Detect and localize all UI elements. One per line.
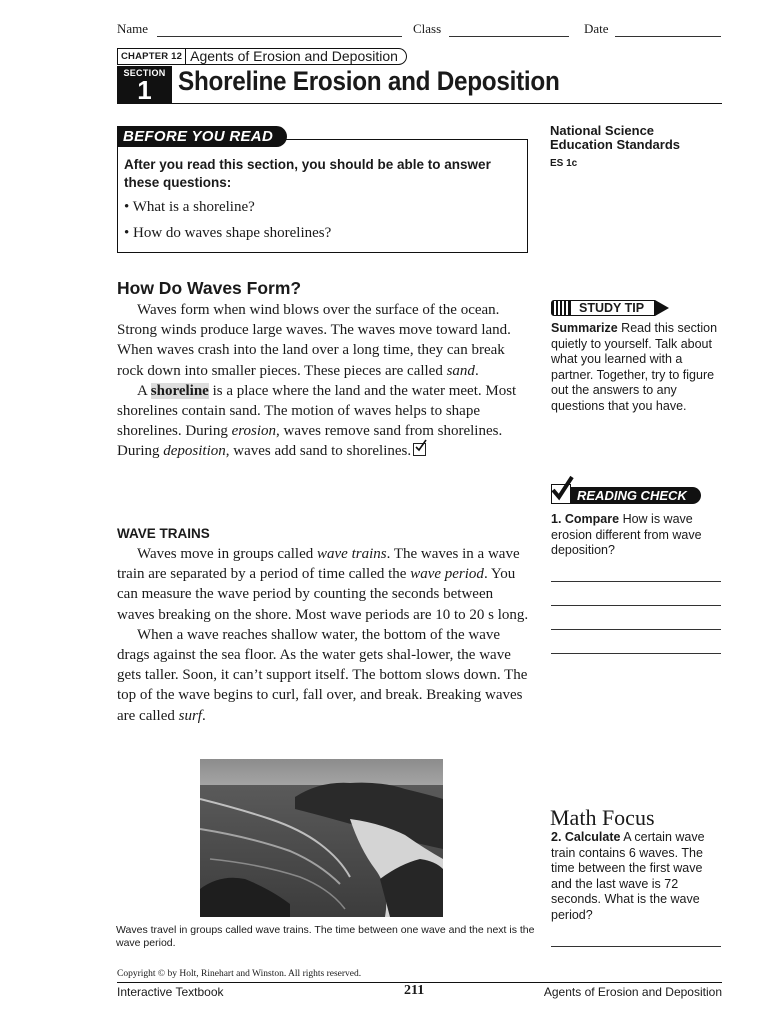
date-label: Date (584, 21, 609, 36)
page-title: Shoreline Erosion and Deposition (178, 66, 560, 96)
answer-line[interactable] (551, 605, 721, 606)
title-divider (117, 103, 722, 104)
class-field[interactable] (449, 36, 569, 37)
answer-line[interactable] (551, 946, 721, 947)
before-you-read-tag: BEFORE YOU READ (117, 126, 287, 147)
question-item: • How do waves shape shorelines? (124, 225, 332, 241)
study-tip-tag (551, 300, 669, 316)
chapter-tag: CHAPTER 12 (117, 48, 186, 65)
body-section-2 (117, 544, 529, 726)
study-tip-label: STUDY TIP (571, 300, 655, 316)
footer-chapter-title: Agents of Erosion and Deposition (543, 985, 722, 999)
study-tip-text: Summarize Read this section quietly to yourself. Talk about what you learned with a partner. Together, try to figure out the answers to any questions that you have. (551, 321, 718, 413)
class-label: Class (413, 21, 442, 36)
footer-book-title: Interactive Textbook (117, 985, 224, 999)
copyright: Copyright © by Holt, Rinehart and Winston. All rights reserved. (117, 969, 362, 979)
standards-code: ES 1c (550, 158, 578, 169)
reading-check-tag: READING CHECK (551, 487, 701, 504)
answer-line[interactable] (551, 581, 721, 582)
checkmark-icon (551, 484, 571, 504)
paragraph: A shoreline is a place where the land and the water meet. Most shorelines contain sand. The motion of waves helps to shape shorelines. During erosion, waves remove sand from shorelines. During deposition, waves add sand to shorelines. (117, 382, 517, 460)
section-number: 1 (137, 75, 152, 105)
standards-title: National Science Education Standards (550, 123, 681, 152)
date-field[interactable] (615, 36, 721, 37)
page-number: 211 (404, 983, 425, 998)
paragraph: When a wave reaches shallow water, the bottom of the wave drags against the sea floor. As the water gets shal-lower, the wave gets taller. Soon, it can’t support itself. The bottom slows down. The top of the wave begins to curl, fall over, and break. Breaking waves are called surf. (117, 626, 528, 724)
heading-wave-trains: WAVE TRAINS (117, 526, 210, 541)
photo-caption: Waves travel in groups called wave trains. The time between one wave and the next is the wave period. (116, 924, 535, 949)
chapter-banner (117, 48, 407, 65)
pencil-tip-icon (655, 300, 669, 316)
pencil-icon (551, 300, 571, 316)
name-label: Name (117, 21, 149, 36)
checkbox-icon (413, 443, 426, 456)
chapter-name: Agents of Erosion and Deposition (186, 48, 407, 65)
answer-line[interactable] (551, 653, 721, 654)
before-you-read-intro: After you read this section, you should be able to answer these questions: (124, 157, 491, 190)
term-shoreline: shoreline (150, 382, 209, 399)
answer-line[interactable] (551, 629, 721, 630)
heading-how-waves-form: How Do Waves Form? (117, 278, 302, 298)
math-focus-title: Math Focus (550, 805, 655, 830)
math-focus-question: 2. Calculate A certain wave train contains 6 waves. The time between the first wave and the last wave is 72 seconds. What is the wave period? (551, 830, 705, 922)
paragraph: Waves move in groups called wave trains. The waves in a wave train are separated by a period of time called the wave period. You can measure the wave period by counting the seconds between waves breaking on the shore. Most wave periods are 10 to 20 s long. (117, 546, 529, 623)
section-block (117, 66, 172, 104)
paragraph: Waves form when wind blows over the surface of the ocean. Strong winds produce large waves. The waves move toward land. When waves crash into the land over a long time, they can break rock down into smaller pieces. These pieces are called sand. (117, 302, 511, 379)
section-label: SECTION (123, 68, 166, 78)
reading-check-question: 1. Compare How is wave erosion different from wave deposition? (551, 512, 702, 558)
question-item: • What is a shoreline? (124, 199, 255, 215)
coastline-photo (200, 759, 443, 917)
name-field[interactable] (157, 36, 402, 37)
body-section-1 (117, 300, 529, 462)
